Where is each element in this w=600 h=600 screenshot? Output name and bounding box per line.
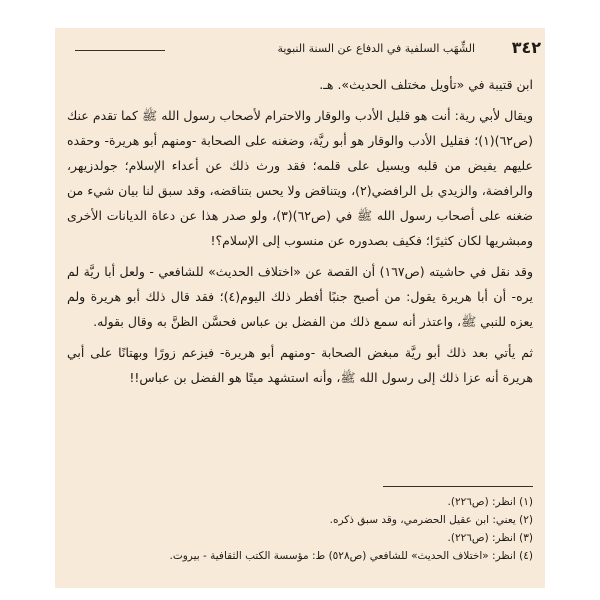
running-head: الشِّهَب السلفية في الدفاع عن السنة النبوية <box>277 42 475 55</box>
footnote: (١) انظر: (ص٢٢٦). <box>447 496 533 508</box>
paragraph: ويقال لأبي رية: أنت هو قليل الأدب والوقار والاحترام لأصحاب رسول الله ﷺ كما تقدم عنك (ص٦٢)(١)؛ فقليل الأدب والوقار هو أبو ريَّة، وضغنه على الصحابة -ومنهم أبو هريرة- وحقده عليهم يفيض من قلبه ويسيل على قلمه؛ فقد ورث ذلك عن أعداء الإسلام؛ جولدزيهر، والرافضة، والزيدي بل الرافضي(٢)، ويتناقض ولا يحس بتناقضه، وقد سبق لنا بيان شيء من ضغنه على أصحاب رسول الله ﷺ في (ص٦٢)(٣)، ولو صدر هذا عن دعاة الديانات الأخرى ومبشريها لكان كثيرًا؛ فكيف بصدوره عن منسوب إلى الإسلام؟! <box>67 108 534 248</box>
paragraph: ابن قتيبة في «تأويل مختلف الحديث». هـ. <box>319 77 533 92</box>
footnote-divider <box>383 486 533 487</box>
paragraph: وقد نقل في حاشيته (ص١٦٧) أن القصة عن «اختلاف الحديث» للشافعي - ولعل أبا ريَّة لم يره- أن أبا هريرة يقول: من أصبح جنبًا أفطر ذلك اليوم(٤)؛ فقد قال ذلك أبو هريرة ولم يعزه للنبي ﷺ، واعتذر أنه سمع ذلك من الفضل بن عباس فحسَّن الظنَّ به وقال بقوله. <box>67 264 534 329</box>
footnotes <box>67 493 533 565</box>
main-text <box>67 72 533 396</box>
page-number: ٣٤٢ <box>511 38 541 57</box>
paragraph: ثم يأتي بعد ذلك أبو ريَّة مبغض الصحابة -ومنهم أبو هريرة- فيزعم زورًا وبهتانًا على أبي هريرة أنه عزا ذلك إلى رسول الله ﷺ، وأنه استشهد ميتًا هو الفضل بن عباس!! <box>67 345 533 385</box>
page-header <box>55 38 545 64</box>
footnote: (٣) انظر: (ص٢٢٦). <box>447 532 533 544</box>
footnote: (٤) انظر: «اختلاف الحديث» للشافعي (ص٥٢٨) ط: مؤسسة الكتب الثقافية - بيروت. <box>169 550 533 562</box>
book-page <box>55 28 545 588</box>
footnote: (٢) يعني: ابن عقيل الحضرمي، وقد سبق ذكره. <box>329 514 533 526</box>
header-rule <box>75 50 165 51</box>
